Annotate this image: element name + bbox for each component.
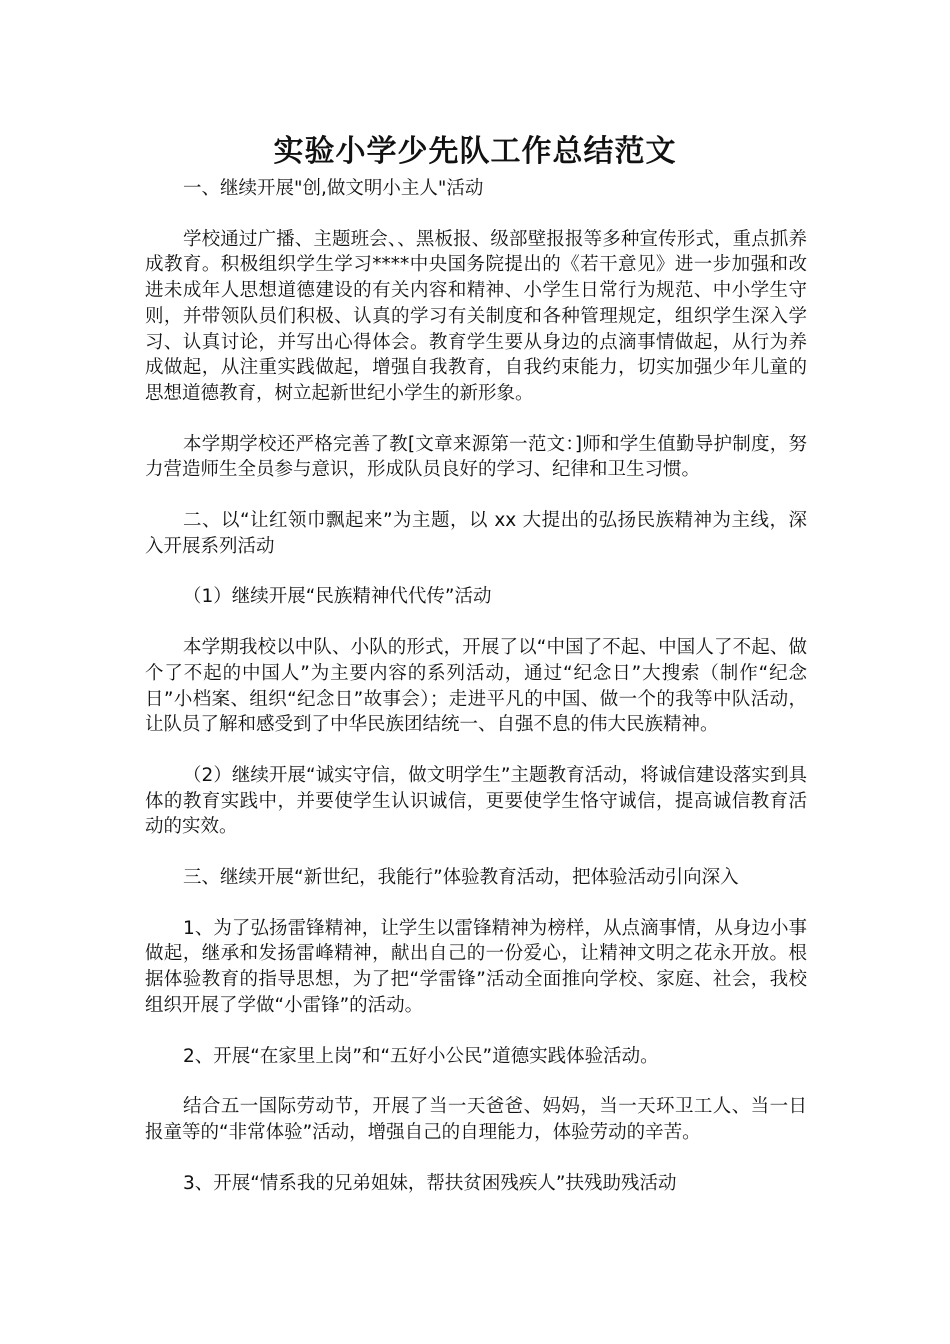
section-heading-2: 二、以“让红领巾飘起来”为主题，以 xx 大提出的弘扬民族精神为主线，深入开展系列活动	[145, 510, 807, 557]
body-paragraph: 结合五一国际劳动节，开展了当一天爸爸、妈妈，当一天环卫工人、当一日报童等的“非常体验”活动，增强自己的自理能力，体验劳动的辛苦。	[145, 1096, 807, 1143]
document-title: 实验小学少先队工作总结范文	[273, 134, 677, 169]
body-paragraph: （2）继续开展“诚实守信，做文明学生”主题教育活动，将诚信建设落实到具体的教育实践中，并要使学生认识诚信，更要使学生恪守诚信，提高诚信教育活动的实效。	[145, 764, 807, 838]
body-paragraph: 学校通过广播、主题班会、、黑板报、级部壁报报等多种宣传形式，重点抓养成教育。积极组织学生学习****中央国务院提出的《若干意见》进一步加强和改进未成年人思想道德建设的有关内容和精神、小学生日常行为规范、中小学生守则，并带领队员们积极、认真的学习有关制度和各种管理规定，组织学生深入学习、认真讨论，并写出心得体会。教育学生要从身边的点滴事情做起，从行为养成做起，从注重实践做起，增强自我教育，自我约束能力，切实加强少年儿童的思想道德教育，树立起新世纪小学生的新形象。	[145, 228, 807, 404]
section-heading-3: 三、继续开展“新世纪，我能行”体验教育活动，把体验活动引向深入	[183, 867, 739, 889]
body-paragraph: 3、开展“情系我的兄弟姐妹，帮扶贫困残疾人”扶残助残活动	[183, 1172, 677, 1194]
section-heading-1: 一、继续开展"创,做文明小主人"活动	[183, 178, 484, 199]
body-paragraph: 本学期学校还严格完善了教[文章来源第一范文：]师和学生值勤导护制度，努力营造师生全员参与意识，形成队员良好的学习、纪律和卫生习惯。	[145, 433, 807, 481]
subsection-heading: （1）继续开展“民族精神代代传”活动	[183, 586, 492, 608]
body-paragraph: 2、开展“在家里上岗”和“五好小公民”道德实践体验活动。	[183, 1045, 659, 1067]
body-paragraph: 本学期我校以中队、小队的形式，开展了以“中国了不起、中国人了不起、做个了不起的中国人”为主要内容的系列活动，通过“纪念日”大搜索（制作“纪念日”小档案、组织“纪念日”故事会）；走进平凡的中国、做一个的我等中队活动，让队员了解和感受到了中华民族团结统一、自强不息的伟大民族精神。	[145, 637, 807, 736]
document-body	[145, 176, 807, 1196]
body-paragraph: 1、为了弘扬雷锋精神，让学生以雷锋精神为榜样，从点滴事情，从身边小事做起，继承和发扬雷峰精神，献出自己的一份爱心，让精神文明之花永开放。根据体验教育的指导思想，为了把“学雷锋”活动全面推向学校、家庭、社会，我校组织开展了学做“小雷锋”的活动。	[145, 917, 807, 1016]
